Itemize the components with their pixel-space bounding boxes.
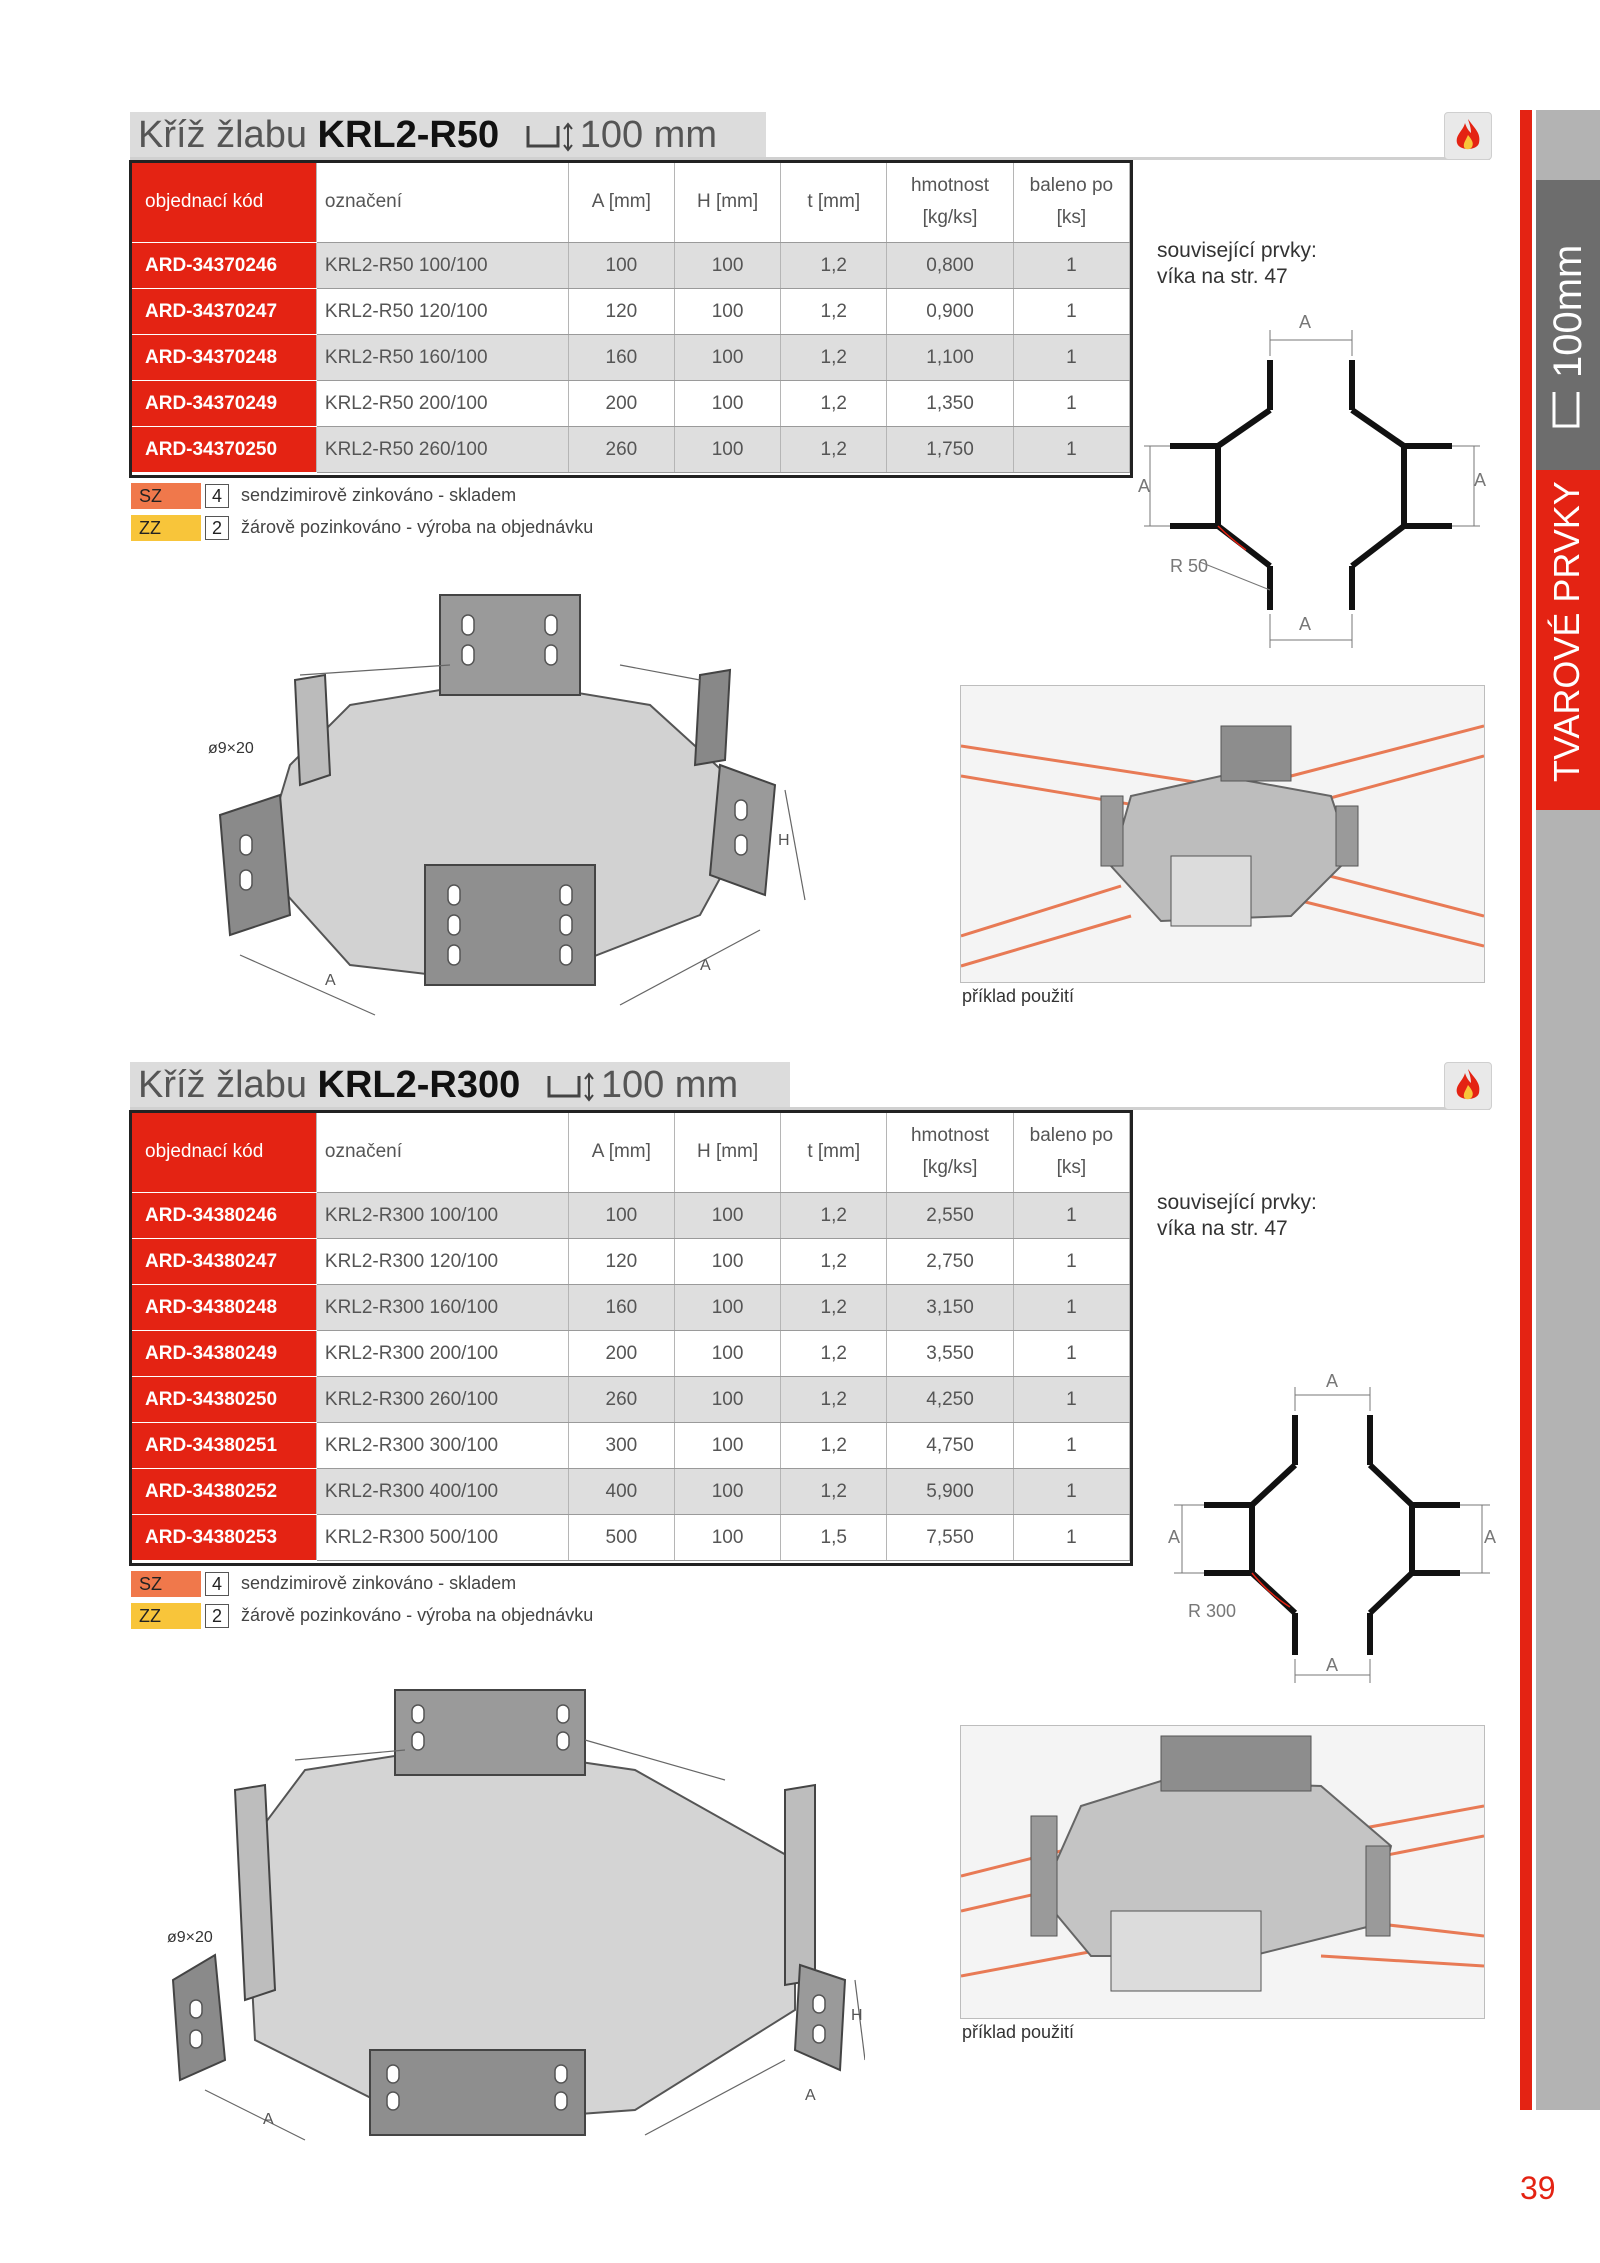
header-cell: A [mm]: [568, 1112, 674, 1193]
related-text: víka na str. 47: [1157, 1217, 1288, 1240]
octagon-diagram-r50: [1130, 300, 1510, 650]
dim-a-left: A: [1167, 1527, 1181, 1547]
cell-weight: 4,750: [887, 1423, 1013, 1469]
cell-a: 300: [568, 1423, 674, 1469]
hole-label: ø9×20: [208, 740, 254, 757]
table-row: [131, 1331, 1130, 1377]
cell-t: 1,2: [781, 1239, 887, 1285]
table-row: [131, 243, 1130, 289]
dim-label-a: A: [263, 2111, 274, 2128]
header-cell: baleno po [ks]: [1013, 162, 1129, 243]
side-tab-section-label: TVAROVÉ PRVKY: [1546, 481, 1587, 782]
dim-label-a: A: [325, 972, 336, 989]
cell-t: 1,2: [781, 1377, 887, 1423]
header-cell: hmotnost [kg/ks]: [887, 1112, 1013, 1193]
cell-a: 120: [568, 1239, 674, 1285]
usage-photo-r50: [960, 685, 1485, 983]
tray-profile-icon: [545, 1070, 597, 1104]
radius-label: R 300: [1188, 1601, 1237, 1621]
cell-a: 200: [568, 381, 674, 427]
legend-sz-text: sendzimirově zinkováno - skladem: [241, 1573, 517, 1593]
fire-icon: [1444, 112, 1492, 160]
related-items: [1157, 1190, 1317, 1242]
legend-sz-text: sendzimirově zinkováno - skladem: [241, 485, 517, 505]
cell-pack: 1: [1013, 1377, 1129, 1423]
designation: KRL2-R300 400/100: [316, 1469, 568, 1515]
cell-a: 100: [568, 243, 674, 289]
cell-pack: 1: [1013, 1515, 1129, 1561]
cell-h: 100: [674, 243, 780, 289]
related-title: související prvky:: [1157, 1191, 1317, 1214]
table-row: [131, 427, 1130, 473]
cell-pack: 1: [1013, 1285, 1129, 1331]
cell-a: 100: [568, 1193, 674, 1239]
cell-t: 1,2: [781, 289, 887, 335]
cell-t: 1,2: [781, 381, 887, 427]
header-cell: baleno po [ks]: [1013, 1112, 1129, 1193]
legend-zz-num: 2: [205, 1604, 229, 1628]
table-row: [131, 381, 1130, 427]
header-cell: objednací kód: [131, 1112, 316, 1193]
table-row: [131, 1423, 1130, 1469]
legend-zz-text: žárově pozinkováno - výroba na objednávku: [241, 1605, 594, 1625]
section-title-krl2-r300: Kříž žlabu KRL2-R300 100 mm: [130, 1062, 790, 1108]
cell-h: 100: [674, 1193, 780, 1239]
dim-a-top: A: [1298, 312, 1312, 332]
header-cell: objednací kód: [131, 162, 316, 243]
cell-t: 1,2: [781, 243, 887, 289]
product-drawing-krl2-r300: [165, 1680, 865, 2150]
header-cell: označení: [316, 1112, 568, 1193]
order-code: ARD-34380252: [131, 1469, 316, 1515]
cell-t: 1,2: [781, 335, 887, 381]
dim-a-right: A: [1483, 1527, 1497, 1547]
designation: KRL2-R300 500/100: [316, 1515, 568, 1561]
cell-h: 100: [674, 1285, 780, 1331]
header-cell: H [mm]: [674, 1112, 780, 1193]
side-red-stripe: [1520, 110, 1532, 2110]
cell-a: 500: [568, 1515, 674, 1561]
cell-weight: 5,900: [887, 1469, 1013, 1515]
order-code: ARD-34370250: [131, 427, 316, 473]
header-cell: hmotnost [kg/ks]: [887, 162, 1013, 243]
cell-pack: 1: [1013, 243, 1129, 289]
order-code: ARD-34380248: [131, 1285, 316, 1331]
cell-t: 1,2: [781, 1331, 887, 1377]
legend-sz-num: 4: [205, 1572, 229, 1596]
order-code: ARD-34370248: [131, 335, 316, 381]
cell-pack: 1: [1013, 289, 1129, 335]
legend-zz-code: ZZ: [131, 1603, 201, 1629]
order-code: ARD-34380251: [131, 1423, 316, 1469]
cell-weight: 4,250: [887, 1377, 1013, 1423]
table-row: [131, 1469, 1130, 1515]
cell-weight: 1,350: [887, 381, 1013, 427]
cell-t: 1,2: [781, 1423, 887, 1469]
legend-zz-code: ZZ: [131, 515, 201, 541]
table-header-row: [131, 1112, 1130, 1193]
order-code: ARD-34370246: [131, 243, 316, 289]
cell-pack: 1: [1013, 381, 1129, 427]
hole-label: ø9×20: [167, 1929, 213, 1946]
cell-h: 100: [674, 1377, 780, 1423]
designation: KRL2-R300 200/100: [316, 1331, 568, 1377]
table-row: [131, 1193, 1130, 1239]
cell-weight: 1,750: [887, 427, 1013, 473]
tray-profile-icon: [524, 120, 576, 154]
octagon-diagram-r300: [1160, 1345, 1505, 1685]
cell-pack: 1: [1013, 427, 1129, 473]
spec-table-krl2-r50: [131, 162, 1130, 473]
table-row: [131, 1285, 1130, 1331]
designation: KRL2-R300 300/100: [316, 1423, 568, 1469]
cell-t: 1,5: [781, 1515, 887, 1561]
cell-t: 1,2: [781, 1285, 887, 1331]
header-cell: t [mm]: [781, 162, 887, 243]
cell-h: 100: [674, 335, 780, 381]
header-cell: H [mm]: [674, 162, 780, 243]
dim-label-h: H: [851, 2007, 863, 2024]
designation: KRL2-R50 120/100: [316, 289, 568, 335]
usage-caption: příklad použití: [962, 2022, 1075, 2042]
cell-weight: 0,800: [887, 243, 1013, 289]
legend-sz-code: SZ: [131, 483, 201, 509]
cell-a: 260: [568, 1377, 674, 1423]
table-row: [131, 1515, 1130, 1561]
cell-a: 160: [568, 1285, 674, 1331]
dim-label-h: H: [778, 832, 790, 849]
product-drawing-krl2-r50: [200, 585, 820, 1025]
cell-weight: 3,550: [887, 1331, 1013, 1377]
cell-a: 400: [568, 1469, 674, 1515]
legend-zz-text: žárově pozinkováno - výroba na objednávku: [241, 517, 594, 537]
designation: KRL2-R300 100/100: [316, 1193, 568, 1239]
table-row: [131, 1239, 1130, 1285]
cell-weight: 2,550: [887, 1193, 1013, 1239]
legend-sz-code: SZ: [131, 1571, 201, 1597]
table-row: [131, 1377, 1130, 1423]
designation: KRL2-R50 100/100: [316, 243, 568, 289]
order-code: ARD-34370249: [131, 381, 316, 427]
page-number: 39: [1520, 2170, 1556, 2206]
related-title: související prvky:: [1157, 239, 1317, 262]
designation: KRL2-R300 160/100: [316, 1285, 568, 1331]
dim-a-bottom: A: [1325, 1655, 1339, 1675]
cell-h: 100: [674, 289, 780, 335]
related-text: víka na str. 47: [1157, 265, 1288, 288]
designation: KRL2-R300 120/100: [316, 1239, 568, 1285]
header-cell: t [mm]: [781, 1112, 887, 1193]
dim-a-top: A: [1325, 1371, 1339, 1391]
cell-pack: 1: [1013, 1239, 1129, 1285]
cell-h: 100: [674, 1239, 780, 1285]
cell-a: 160: [568, 335, 674, 381]
cell-weight: 2,750: [887, 1239, 1013, 1285]
section-header-rule: [130, 157, 1490, 160]
cell-pack: 1: [1013, 1423, 1129, 1469]
order-code: ARD-34380249: [131, 1331, 316, 1377]
legend-sz-num: 4: [205, 484, 229, 508]
cell-h: 100: [674, 1469, 780, 1515]
cell-h: 100: [674, 1331, 780, 1377]
cell-pack: 1: [1013, 1331, 1129, 1377]
cell-weight: 1,100: [887, 335, 1013, 381]
cell-pack: 1: [1013, 335, 1129, 381]
side-tab-size-label: 100mm: [1546, 244, 1590, 378]
tray-profile-icon: [1550, 388, 1586, 434]
order-code: ARD-34380253: [131, 1515, 316, 1561]
cell-a: 260: [568, 427, 674, 473]
dim-label-a: A: [700, 957, 711, 974]
legend-zz-num: 2: [205, 516, 229, 540]
cell-h: 100: [674, 427, 780, 473]
cell-t: 1,2: [781, 427, 887, 473]
cell-t: 1,2: [781, 1469, 887, 1515]
spec-table-krl2-r300: [131, 1112, 1130, 1561]
order-code: ARD-34380246: [131, 1193, 316, 1239]
header-cell: označení: [316, 162, 568, 243]
dim-label-a: A: [805, 2087, 816, 2104]
designation: KRL2-R50 200/100: [316, 381, 568, 427]
radius-label: R 50: [1170, 556, 1209, 576]
order-code: ARD-34380250: [131, 1377, 316, 1423]
table-row: [131, 335, 1130, 381]
fire-icon: [1444, 1062, 1492, 1110]
dim-a-left: A: [1137, 476, 1151, 496]
usage-caption: příklad použití: [962, 986, 1075, 1006]
cell-a: 200: [568, 1331, 674, 1377]
section-header-rule: [130, 1107, 1490, 1110]
dim-a-right: A: [1473, 470, 1487, 490]
header-cell: A [mm]: [568, 162, 674, 243]
cell-h: 100: [674, 381, 780, 427]
designation: KRL2-R50 160/100: [316, 335, 568, 381]
order-code: ARD-34370247: [131, 289, 316, 335]
related-items: [1157, 238, 1317, 290]
table-header-row: [131, 162, 1130, 243]
cell-h: 100: [674, 1515, 780, 1561]
designation: KRL2-R300 260/100: [316, 1377, 568, 1423]
cell-pack: 1: [1013, 1469, 1129, 1515]
usage-photo-r300: [960, 1725, 1485, 2019]
cell-pack: 1: [1013, 1193, 1129, 1239]
cell-h: 100: [674, 1423, 780, 1469]
dim-a-bottom: A: [1298, 614, 1312, 634]
cell-t: 1,2: [781, 1193, 887, 1239]
order-code: ARD-34380247: [131, 1239, 316, 1285]
cell-weight: 7,550: [887, 1515, 1013, 1561]
cell-weight: 3,150: [887, 1285, 1013, 1331]
cell-weight: 0,900: [887, 289, 1013, 335]
cell-a: 120: [568, 289, 674, 335]
designation: KRL2-R50 260/100: [316, 427, 568, 473]
table-row: [131, 289, 1130, 335]
section-title-krl2-r50: Kříž žlabu KRL2-R50 100 mm: [130, 112, 766, 158]
